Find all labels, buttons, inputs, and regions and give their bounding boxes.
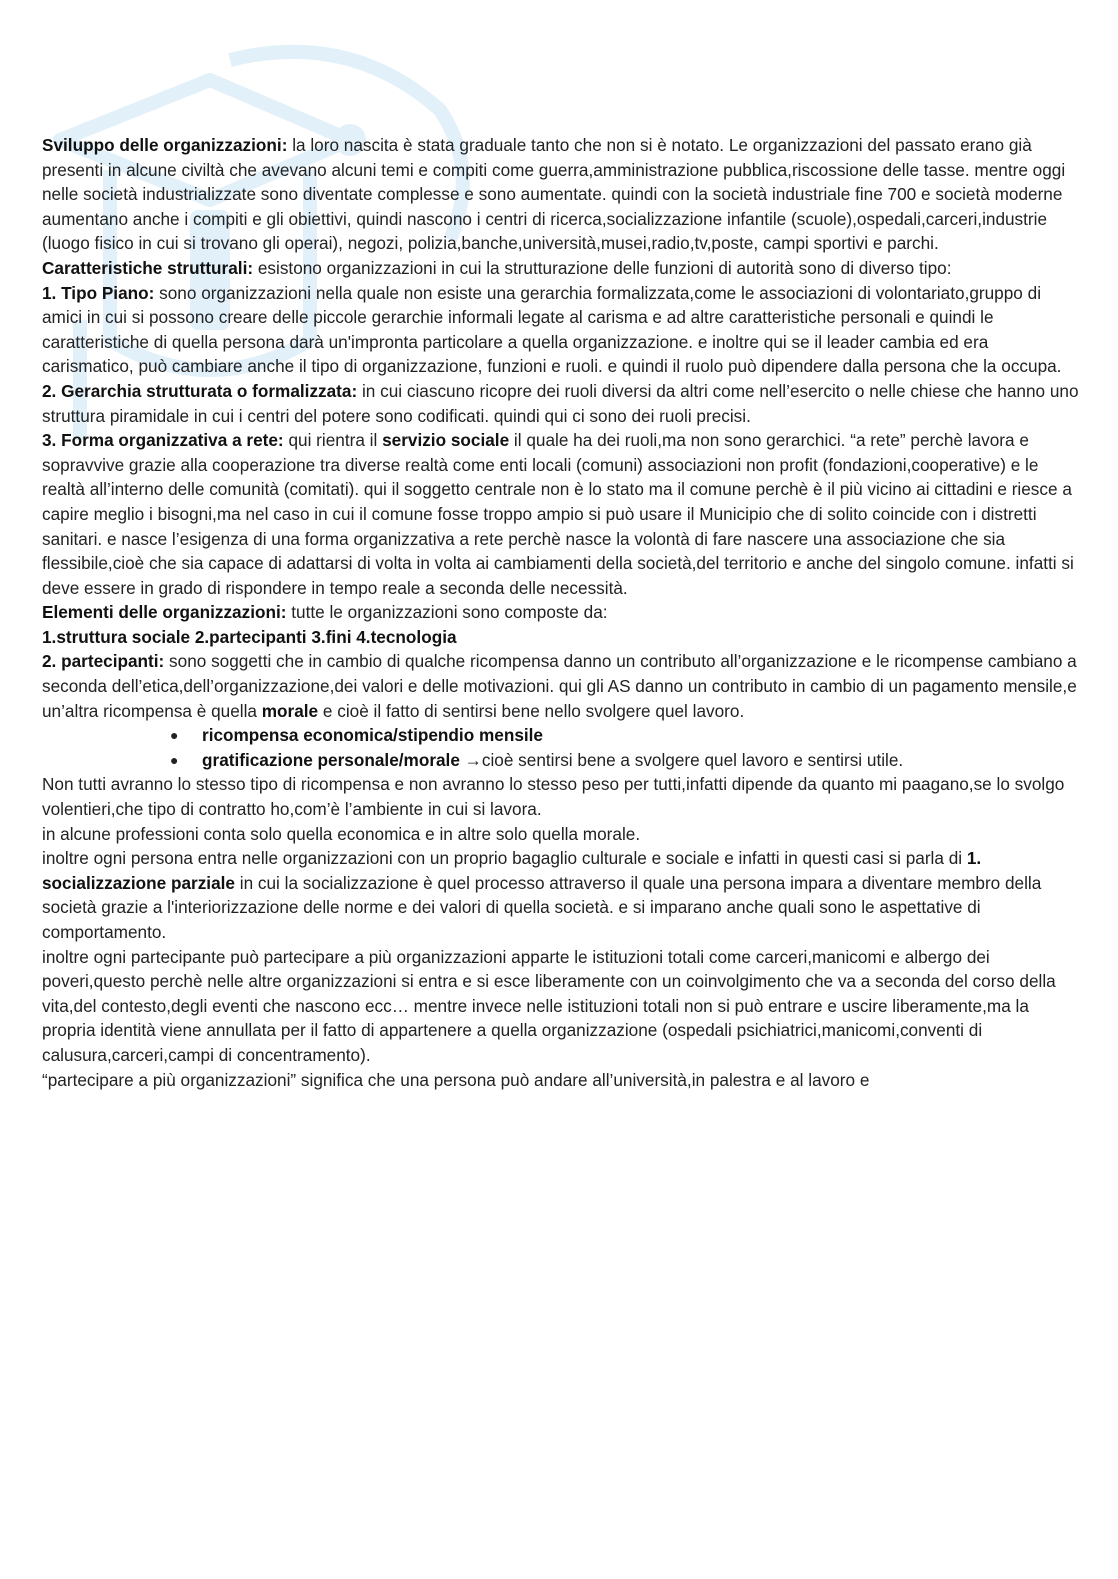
heading-gerarchia: 2. Gerarchia strutturata o formalizzata:: [42, 380, 358, 401]
bullet-icon: ●: [170, 727, 179, 744]
text-socializzazione-b: in cui la socializzazione è quel processo attraverso il quale una persona impara a diventare membro della società grazie a l'interiorizzazione delle norme e dei valori di quella società. e si imparano anche quali sono le aspettative di comportamento.: [42, 872, 1042, 942]
paragraph-istituzioni-totali: inoltre ogni partecipante può partecipare a più organizzazioni apparte le istituzioni totali come carceri,manicomi e albergo dei poveri,questo perchè nelle altre organizzazioni si entra e si esce liberamente con un coinvolgimento che va a seconda del corso della vita,del contesto,degli eventi che nascono ecc… mentre invece nelle istituzioni totali non si può entrare e uscire liberamente,ma la propria identità viene annullata per il fatto di appartenere a quella organizzazione (ospedali psichiatrici,manicomi,conventi di calusura,carceri,campi di concentramento).: [42, 946, 1056, 1065]
paragraph-rete: [42, 428, 1082, 600]
paragraph-socializzazione: [42, 846, 1082, 944]
paragraph-ricompensa: Non tutti avranno lo stesso tipo di ricompensa e non avranno lo stesso peso per tutti,infatti dipende da quanto mi paagano,se lo svolgo volentieri,che tipo di contratto ho,com’è l’ambiente in cui si lavora.: [42, 774, 1065, 820]
text-partecipanti-a: sono soggetti che in cambio di qualche ricompensa danno un contributo all’organizzazione e le ricompense cambiano a seconda dell’etica,dell’organizzazione,dei valori e delle motivazioni. qui gli AS danno un contributo in cambio di un pagamento mensile,e un’altra ricompensa è quella: [42, 651, 1077, 721]
text-sviluppo: la loro nascita è stata graduale tanto che non si è notato. Le organizzazioni del passato erano già presenti in alcune civiltà che avevano alcuni temi e compiti come guerra,amministrazione pubblica,riscossione delle tasse. mentre oggi nelle società industrializzate sono diventate complesse e sono aumentate. quindi con la società industriale fine 700 e società moderne aumentano anche i compiti e gli obiettivi, quindi nascono i centri di ricerca,socializzazione infantile (scuole),ospedali,carceri,industrie (luogo fisico in cui si trovano gli operai), negozi, polizia,banche,università,musei,radio,tv,poste, campi sportivi e parchi.: [42, 135, 1066, 254]
bold-morale: morale: [261, 700, 319, 721]
heading-tipo-piano: 1. Tipo Piano:: [42, 282, 155, 303]
bullet-list: [42, 723, 1082, 772]
bullet-icon: ●: [170, 751, 179, 768]
text-elementi: tutte le organizzazioni sono composte da:: [286, 602, 608, 623]
bullet-text: →cioè sentirsi bene a svolgere quel lavoro e sentirsi utile.: [459, 749, 904, 770]
paragraph-sviluppo: [42, 133, 1082, 256]
text-caratteristiche: esistono organizzazioni in cui la strutturazione delle funzioni di autorità sono di diverso tipo:: [253, 257, 952, 278]
text-partecipanti-b: e cioè il fatto di sentirsi bene nello svolgere quel lavoro.: [318, 700, 745, 721]
text-socializzazione-a: inoltre ogni persona entra nelle organizzazioni con un proprio bagaglio culturale e sociale e infatti in questi casi si parla di: [42, 848, 967, 869]
heading-sviluppo: Sviluppo delle organizzazioni:: [42, 135, 288, 155]
text-rete-b: il quale ha dei ruoli,ma non sono gerarchici. “a rete” perchè lavora e sopravvive grazie alla cooperazione tra diverse realtà come enti locali (comuni) associazioni non profit (fondazioni,cooperative) e le realtà all’interno delle comunità (comitati). qui il soggetto centrale non è lo stato ma il comune perchè è il più vicino ai cittadini e riesce a capire meglio i bisogni,ma nel caso in cui il comune fosse troppo ampio si può usare il Municipio che di solito coincide con i distretti sanitari. e nasce l’esigenza di una forma organizzativa a rete perchè nasce la volontà di fare nascere una associazione che sia flessibile,cioè che sia capace di adattarsi di volta in volta ai cambiamenti della società,del territorio e anche del singolo comune. infatti si deve essere in grado di rispondere in tempo reale a seconda delle necessità.: [42, 430, 1074, 598]
bold-servizio-sociale: servizio sociale: [382, 430, 510, 451]
heading-elementi: Elementi delle organizzazioni:: [42, 602, 287, 623]
list-item: [42, 748, 1082, 773]
bold-socializzazione-parziale: 1. socializzazione parziale: [42, 848, 982, 893]
bold-elenco-elementi: 1.struttura sociale 2.partecipanti 3.fini 4.tecnologia: [42, 626, 457, 647]
paragraph-professioni: in alcune professioni conta solo quella economica e in altre solo quella morale.: [42, 823, 641, 844]
paragraph-elementi: [42, 600, 1082, 625]
list-item: [42, 723, 1082, 748]
text-rete-a: qui rientra il: [283, 430, 383, 451]
document-body: [42, 133, 1082, 1092]
paragraph-gerarchia: [42, 379, 1082, 428]
text-gerarchia: in cui ciascuno ricopre dei ruoli diversi da altri come nell’esercito o nelle chiese che hanno uno struttura piramidale in cui i centri del potere sono codificati. quindi qui ci sono dei ruoli precisi.: [42, 380, 1079, 426]
bullet-bold: gratificazione personale/morale: [202, 749, 460, 770]
heading-rete: 3. Forma organizzativa a rete:: [42, 430, 284, 451]
paragraph-elenco-elementi: [42, 625, 1082, 650]
paragraph-piu-organizzazioni: “partecipare a più organizzazioni” significa che una persona può andare all’università,in palestra e al lavoro e: [42, 1069, 870, 1090]
heading-caratteristiche: Caratteristiche strutturali:: [42, 257, 254, 278]
bullet-bold: ricompensa economica/stipendio mensile: [202, 725, 543, 746]
heading-partecipanti: 2. partecipanti:: [42, 651, 165, 672]
paragraph-partecipanti: [42, 649, 1082, 723]
paragraph-caratteristiche: [42, 256, 1082, 281]
text-tipo-piano: sono organizzazioni nella quale non esiste una gerarchia formalizzata,come le associazioni di volontariato,gruppo di amici in cui si possono creare delle piccole gerarchie informali legate al carisma e ad altre caratteristiche personali e quindi le caratteristiche di quella persona darà un'impronta particolare a quella organizzazione. e inoltre qui se il leader cambia ed era carismatico, può cambiare anche il tipo di organizzazione, funzioni e ruoli. e quindi il ruolo può dipendere dalla persona che la occupa.: [42, 282, 1062, 377]
paragraph-tipo-piano: [42, 281, 1082, 379]
